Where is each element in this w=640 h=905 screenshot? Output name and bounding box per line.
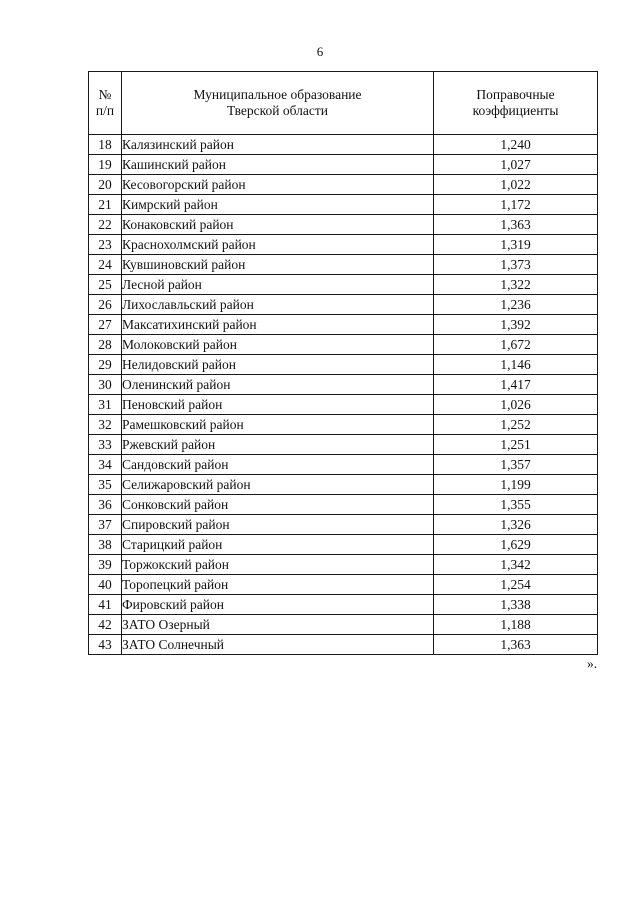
row-number: 21 (89, 195, 122, 215)
municipality-name: Кесовогорский район (122, 175, 434, 195)
row-number: 34 (89, 455, 122, 475)
table-row (89, 335, 598, 355)
table-row (89, 275, 598, 295)
municipality-name: Кашинский район (122, 155, 434, 175)
table-row (89, 315, 598, 335)
municipality-name: ЗАТО Озерный (122, 615, 434, 635)
coefficient-value: 1,357 (434, 455, 598, 475)
coefficient-value: 1,027 (434, 155, 598, 175)
table-row (89, 595, 598, 615)
table-row (89, 375, 598, 395)
row-number: 38 (89, 535, 122, 555)
table-row (89, 555, 598, 575)
coefficient-value: 1,146 (434, 355, 598, 375)
table-row (89, 475, 598, 495)
coefficient-value: 1,326 (434, 515, 598, 535)
municipality-name: Торопецкий район (122, 575, 434, 595)
table-row (89, 435, 598, 455)
coefficient-value: 1,373 (434, 255, 598, 275)
header-coefficient-line1: Поправочные (476, 87, 555, 102)
municipality-name: Конаковский район (122, 215, 434, 235)
row-number: 23 (89, 235, 122, 255)
row-number: 43 (89, 635, 122, 655)
table-row (89, 255, 598, 275)
coefficient-value: 1,392 (434, 315, 598, 335)
coefficient-value: 1,026 (434, 395, 598, 415)
municipality-name: Лесной район (122, 275, 434, 295)
row-number: 32 (89, 415, 122, 435)
table-row (89, 395, 598, 415)
row-number: 40 (89, 575, 122, 595)
header-municipality (122, 72, 434, 135)
row-number: 28 (89, 335, 122, 355)
municipality-name: Лихославльский район (122, 295, 434, 315)
table-row (89, 195, 598, 215)
municipality-name: Ржевский район (122, 435, 434, 455)
municipality-name: Калязинский район (122, 135, 434, 155)
municipality-name: Максатихинский район (122, 315, 434, 335)
coefficient-value: 1,629 (434, 535, 598, 555)
header-number-line1: № (98, 87, 112, 102)
coefficient-value: 1,022 (434, 175, 598, 195)
municipality-name: Нелидовский район (122, 355, 434, 375)
municipality-name: Сонковский район (122, 495, 434, 515)
coefficient-value: 1,319 (434, 235, 598, 255)
table-row (89, 615, 598, 635)
row-number: 19 (89, 155, 122, 175)
closing-quote-mark: ». (587, 656, 598, 671)
table-row (89, 155, 598, 175)
row-number: 41 (89, 595, 122, 615)
coefficient-value: 1,672 (434, 335, 598, 355)
coefficient-value: 1,188 (434, 615, 598, 635)
row-number: 33 (89, 435, 122, 455)
municipality-name: Оленинский район (122, 375, 434, 395)
coefficient-value: 1,252 (434, 415, 598, 435)
municipality-name: Пеновский район (122, 395, 434, 415)
municipality-name: Кувшиновский район (122, 255, 434, 275)
table-row (89, 175, 598, 195)
coefficient-value: 1,240 (434, 135, 598, 155)
table-row (89, 575, 598, 595)
table-row (89, 535, 598, 555)
header-row (89, 72, 598, 135)
header-municipality-line1: Муниципальное образование (193, 87, 362, 102)
header-coefficient (434, 72, 598, 135)
municipality-name: Молоковский район (122, 335, 434, 355)
row-number: 30 (89, 375, 122, 395)
table-row (89, 215, 598, 235)
table-row (89, 355, 598, 375)
row-number: 37 (89, 515, 122, 535)
coefficient-value: 1,417 (434, 375, 598, 395)
municipality-name: Фировский район (122, 595, 434, 615)
coefficient-value: 1,254 (434, 575, 598, 595)
table-body (89, 135, 598, 655)
table-row (89, 135, 598, 155)
coefficient-value: 1,363 (434, 215, 598, 235)
table-row (89, 635, 598, 655)
row-number: 39 (89, 555, 122, 575)
municipality-name: ЗАТО Солнечный (122, 635, 434, 655)
municipality-name: Селижаровский район (122, 475, 434, 495)
header-number (89, 72, 122, 135)
table-row (89, 295, 598, 315)
row-number: 25 (89, 275, 122, 295)
row-number: 22 (89, 215, 122, 235)
coefficient-value: 1,355 (434, 495, 598, 515)
coefficient-value: 1,251 (434, 435, 598, 455)
table-header (89, 72, 598, 135)
row-number: 24 (89, 255, 122, 275)
header-municipality-line2: Тверской области (227, 103, 328, 118)
municipality-name: Торжокский район (122, 555, 434, 575)
municipality-name: Сандовский район (122, 455, 434, 475)
row-number: 20 (89, 175, 122, 195)
row-number: 27 (89, 315, 122, 335)
table-row (89, 495, 598, 515)
coefficient-value: 1,172 (434, 195, 598, 215)
coefficients-table (88, 71, 598, 655)
municipality-name: Кимрский район (122, 195, 434, 215)
header-number-line2: п/п (95, 103, 115, 118)
coefficient-value: 1,322 (434, 275, 598, 295)
row-number: 26 (89, 295, 122, 315)
header-coefficient-line2: коэффициенты (472, 103, 559, 118)
row-number: 36 (89, 495, 122, 515)
municipality-name: Старицкий район (122, 535, 434, 555)
coefficient-value: 1,199 (434, 475, 598, 495)
municipality-name: Краснохолмский район (122, 235, 434, 255)
coefficient-value: 1,236 (434, 295, 598, 315)
table-row (89, 515, 598, 535)
row-number: 31 (89, 395, 122, 415)
row-number: 35 (89, 475, 122, 495)
page-number: 6 (316, 44, 324, 59)
table-row (89, 235, 598, 255)
municipality-name: Спировский район (122, 515, 434, 535)
row-number: 42 (89, 615, 122, 635)
row-number: 29 (89, 355, 122, 375)
municipality-name: Рамешковский район (122, 415, 434, 435)
table-row (89, 455, 598, 475)
table-row (89, 415, 598, 435)
coefficient-value: 1,363 (434, 635, 598, 655)
row-number: 18 (89, 135, 122, 155)
coefficient-value: 1,338 (434, 595, 598, 615)
coefficient-value: 1,342 (434, 555, 598, 575)
